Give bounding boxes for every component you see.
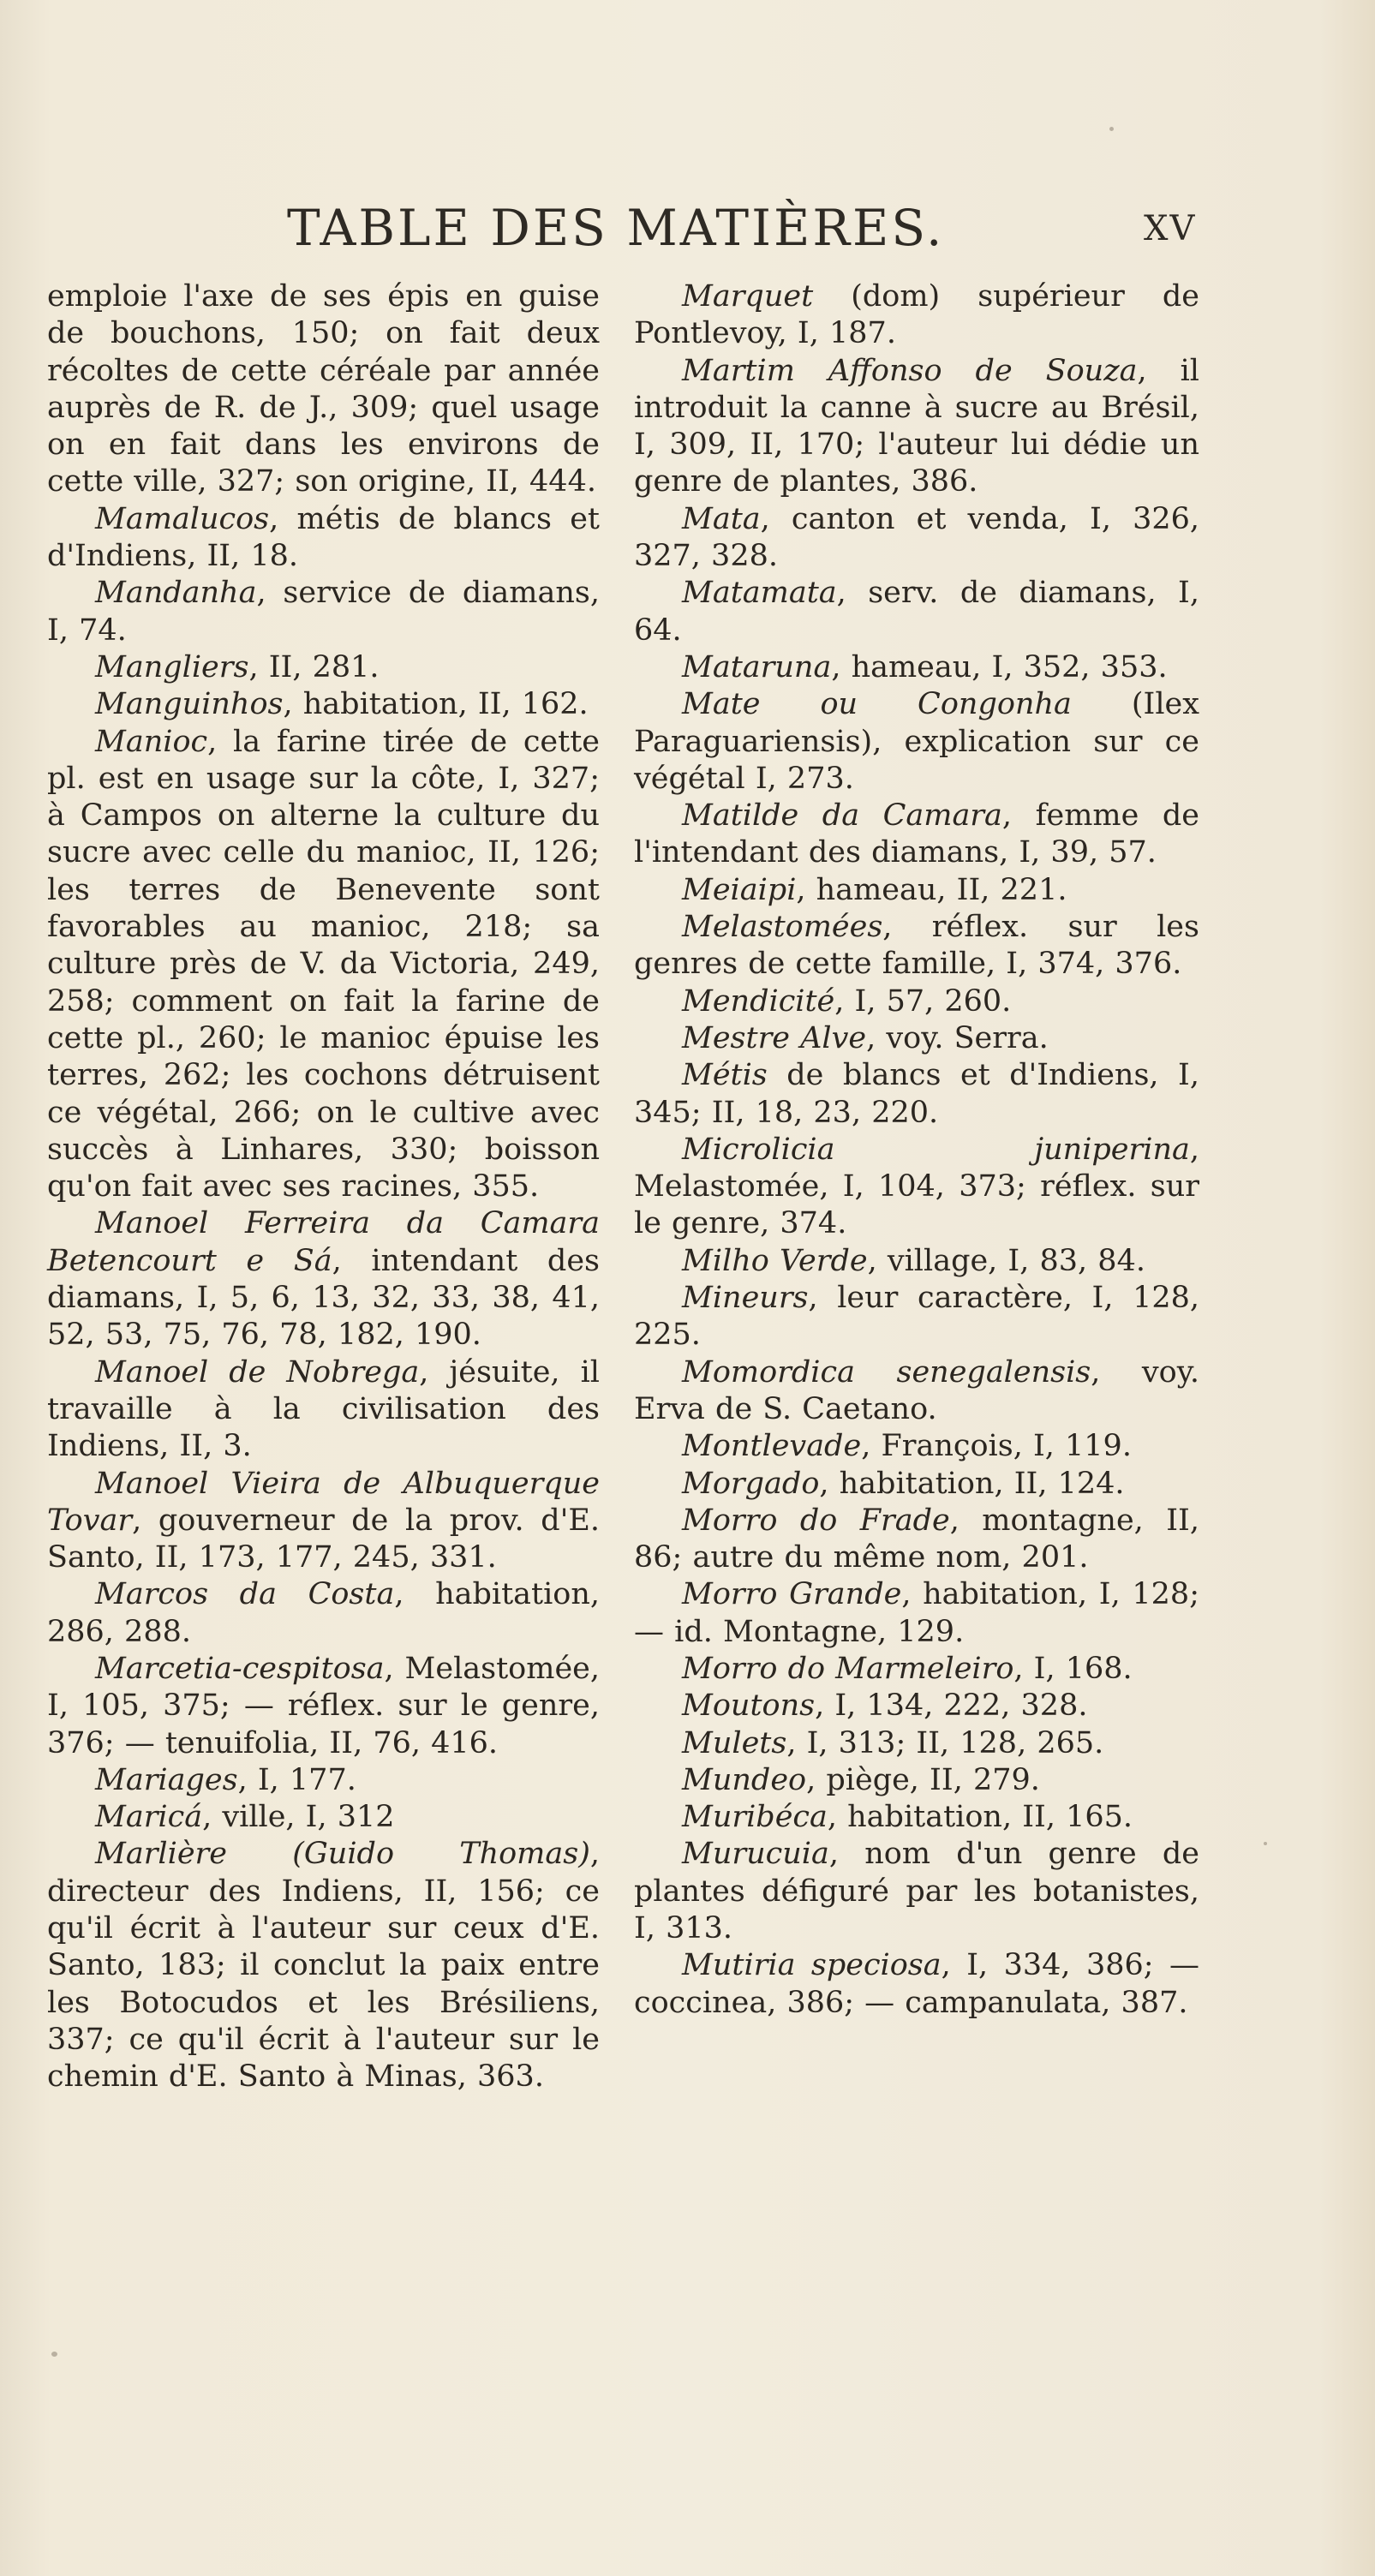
entry-headword: Mataruna	[682, 649, 832, 684]
entry-references: , ville, I, 312	[202, 1800, 395, 1835]
index-entry	[634, 353, 1199, 501]
index-entry	[47, 686, 600, 723]
entry-references: , I, 177.	[237, 1762, 356, 1797]
paper-fleck	[51, 2352, 57, 2357]
entry-headword: Mamalucos	[95, 501, 270, 536]
entry-headword: Mulets	[682, 1725, 787, 1760]
index-entry	[634, 1132, 1199, 1243]
entry-headword: Morro do Frade	[682, 1503, 950, 1538]
entry-references: de blancs et d'Indiens, I, 345; II, 18, 23, 220.	[634, 1058, 1199, 1130]
entry-references: , voy. Serra.	[866, 1020, 1049, 1055]
entry-headword: Mariages	[95, 1762, 238, 1797]
entry-references: (Ilex Paraguariensis), explication sur ce végétal I, 273.	[634, 687, 1199, 796]
entry-references: , habitation, II, 124.	[819, 1466, 1125, 1501]
entry-headword: Manoel Vieira de Albuquerque Tovar	[47, 1466, 600, 1538]
entry-headword: Marquet	[682, 279, 814, 314]
entry-headword: Murucuia	[682, 1837, 829, 1872]
entry-headword: Mendicité	[682, 983, 835, 1019]
index-entry	[634, 1243, 1199, 1280]
entry-references: , hameau, II, 221.	[796, 872, 1067, 907]
entry-headword: Moutons	[682, 1688, 816, 1724]
page-title: TABLE DES MATIÈRES.	[287, 199, 945, 257]
entry-references: , Melastomée, I, 104, 373; réflex. sur le genre, 374.	[634, 1132, 1199, 1241]
entry-headword: Meiaipi	[682, 872, 797, 907]
entry-references: , François, I, 119.	[861, 1429, 1132, 1464]
entry-references: , voy. Erva de S. Caetano.	[634, 1354, 1199, 1426]
entry-references: , intendant des diamans, I, 5, 6, 13, 32, 33, 38, 41, 52, 53, 75, 76, 78, 182, 190.	[47, 1243, 600, 1353]
entry-references: , service de diamans, I, 74.	[47, 576, 600, 648]
index-entry	[634, 1762, 1199, 1799]
entry-headword: Marcetia-cespitosa	[95, 1651, 385, 1686]
entry-headword: Microlicia juniperina	[682, 1132, 1190, 1167]
index-entry	[634, 649, 1199, 686]
entry-references: , la farine tirée de cette pl. est en usage sur la côte, I, 327; à Campos on alterne la culture du sucre avec celle du manioc, II, 126; les terres de Benevente sont favorables au manioc, 218; sa culture près de V. da Victoria, 249, 258; comment on fait la farine de cette pl., 260; le manioc épuise les terres, 262; les cochons détruisent ce végétal, 266; on le cultive avec succès à Linhares, 330; boisson qu'on fait avec ses racines, 355.	[47, 724, 600, 1204]
index-entry	[47, 724, 600, 1206]
index-entry	[634, 501, 1199, 576]
entry-headword: Maricá	[95, 1800, 203, 1835]
entry-references: , habitation, II, 165.	[827, 1800, 1133, 1835]
index-entry	[47, 1354, 600, 1466]
entry-references: , habitation, II, 162.	[283, 687, 589, 722]
entry-references: , directeur des Indiens, II, 156; ce qu'il écrit à l'auteur sur ceux d'E. Santo, 183; il conclut la paix entre les Botocudos et les Brésiliens, 337; ce qu'il écrit à l'auteur sur le chemin d'E. Santo à Minas, 363.	[47, 1837, 600, 2095]
entry-references: , habitation, 286, 288.	[47, 1577, 601, 1649]
entry-headword: Muribéca	[682, 1800, 828, 1835]
entry-references: , métis de blancs et d'Indiens, II, 18.	[47, 501, 600, 574]
index-entry	[634, 1576, 1199, 1651]
entry-references: (dom) supérieur de Pontlevoy, I, 187.	[634, 279, 1199, 351]
index-entry	[634, 575, 1199, 649]
entry-references: , il introduit la canne à sucre au Brésil, I, 309, II, 170; l'auteur lui dédie un genre de plantes, 386.	[634, 353, 1199, 499]
entry-headword: Marcos da Costa	[95, 1577, 395, 1612]
index-entry	[634, 1836, 1199, 1947]
entry-references: , Melastomée, I, 105, 375; — réflex. sur le genre, 376; — tenuifolia, II, 76, 416.	[47, 1651, 600, 1760]
entry-headword: Milho Verde	[682, 1243, 868, 1278]
entry-headword: Mutiria speciosa	[682, 1948, 942, 1983]
entry-references: , I, 313; II, 128, 265.	[786, 1725, 1104, 1760]
index-entry	[634, 1651, 1199, 1688]
entry-headword: Mandanha	[95, 576, 257, 611]
entry-headword: Matamata	[682, 576, 837, 611]
entry-references: , gouverneur de la prov. d'E. Santo, II, 173, 177, 245, 331.	[47, 1503, 600, 1575]
index-entry	[634, 686, 1199, 798]
index-entry	[634, 1688, 1199, 1724]
paper-fleck	[1264, 1842, 1267, 1845]
paper-fleck	[1109, 127, 1114, 131]
index-entry	[47, 501, 600, 576]
index-entry	[634, 983, 1199, 1020]
entry-references: , canton et venda, I, 326, 327, 328.	[634, 501, 1199, 574]
entry-references: , serv. de diamans, I, 64.	[634, 576, 1199, 648]
entry-headword: Montlevade	[682, 1429, 862, 1464]
index-entry	[47, 649, 600, 686]
index-entry	[47, 1205, 600, 1354]
entry-headword: Mata	[682, 501, 761, 536]
index-entry	[634, 909, 1199, 983]
index-entry	[634, 1428, 1199, 1465]
entry-references: , piège, II, 279.	[806, 1762, 1040, 1797]
entry-headword: Mestre Alve	[682, 1020, 867, 1055]
index-entry	[47, 575, 600, 649]
index-entry	[47, 1576, 600, 1651]
entry-headword: Manoel de Nobrega	[95, 1354, 420, 1390]
index-entry	[634, 1354, 1199, 1429]
entry-headword: Manguinhos	[95, 687, 284, 722]
entry-headword: Mineurs	[682, 1281, 809, 1316]
index-entry	[634, 1503, 1199, 1577]
index-entry	[634, 1466, 1199, 1503]
page-header	[0, 199, 1375, 267]
entry-references: , montagne, II, 86; autre du même nom, 201.	[634, 1503, 1199, 1575]
entry-headword: Manoel Ferreira da Camara Betencourt e Sá	[47, 1206, 600, 1278]
entry-references: , I, 334, 386; — coccinea, 386; — campanulata, 387.	[634, 1948, 1199, 2020]
index-entry	[634, 798, 1199, 872]
index-entry	[634, 872, 1199, 909]
entry-references: , hameau, I, 352, 353.	[831, 649, 1168, 684]
entry-headword: Métis	[682, 1058, 768, 1093]
entry-headword: Morro Grande	[682, 1577, 902, 1612]
entry-references: , village, I, 83, 84.	[867, 1243, 1145, 1278]
entry-headword: Mate ou Congonha	[682, 687, 1072, 722]
index-entry	[634, 278, 1199, 353]
entry-headword: Mangliers	[95, 649, 249, 684]
entry-headword: Manioc	[95, 724, 208, 759]
index-entry	[47, 278, 600, 501]
entry-headword: Morro do Marmeleiro	[682, 1651, 1014, 1686]
entry-headword: Matilde da Camara	[682, 798, 1002, 834]
entry-references: , femme de l'intendant des diamans, I, 39, 57.	[634, 798, 1199, 870]
index-entry	[634, 1020, 1199, 1057]
entry-references: , jésuite, il travaille à la civilisation des Indiens, II, 3.	[47, 1354, 600, 1464]
entry-references: emploie l'axe de ses épis en guise de bouchons, 150; on fait deux récoltes de cette céréale par année auprès de R. de J., 309; quel usage on en fait dans les environs de cette ville, 327; son origine, II, 444.	[47, 279, 600, 499]
entry-references: , leur caractère, I, 128, 225.	[634, 1281, 1199, 1353]
entry-references: , réflex. sur les genres de cette famille, I, 374, 376.	[634, 910, 1199, 982]
index-entry	[634, 1280, 1199, 1354]
page-number: XV	[1144, 209, 1197, 248]
right-column	[634, 278, 1199, 2022]
entry-references: , I, 134, 222, 328.	[815, 1688, 1088, 1724]
index-entry	[47, 1651, 600, 1762]
entry-references: , I, 168.	[1013, 1651, 1133, 1686]
entry-references: , habitation, I, 128; — id. Montagne, 129.	[634, 1577, 1199, 1649]
index-entry	[47, 1836, 600, 2095]
index-entry	[634, 1057, 1199, 1132]
index-entry	[634, 1725, 1199, 1762]
entry-headword: Morgado	[682, 1466, 820, 1501]
index-entry	[634, 1799, 1199, 1836]
index-entry	[47, 1799, 600, 1836]
index-entry	[47, 1466, 600, 1577]
entry-headword: Momordica senegalensis	[682, 1354, 1091, 1390]
entry-headword: Marlière (Guido Thomas)	[95, 1837, 590, 1872]
entry-references: , I, 57, 260.	[834, 983, 1012, 1019]
entry-headword: Martim Affonso de Souza	[682, 353, 1138, 388]
entry-headword: Mundeo	[682, 1762, 807, 1797]
entry-references: , II, 281.	[248, 649, 380, 684]
entry-references: , nom d'un genre de plantes défiguré par les botanistes, I, 313.	[634, 1837, 1199, 1946]
index-entry	[47, 1762, 600, 1799]
index-entry	[634, 1947, 1199, 2022]
entry-headword: Melastomées	[682, 910, 883, 945]
left-column	[47, 278, 600, 2096]
